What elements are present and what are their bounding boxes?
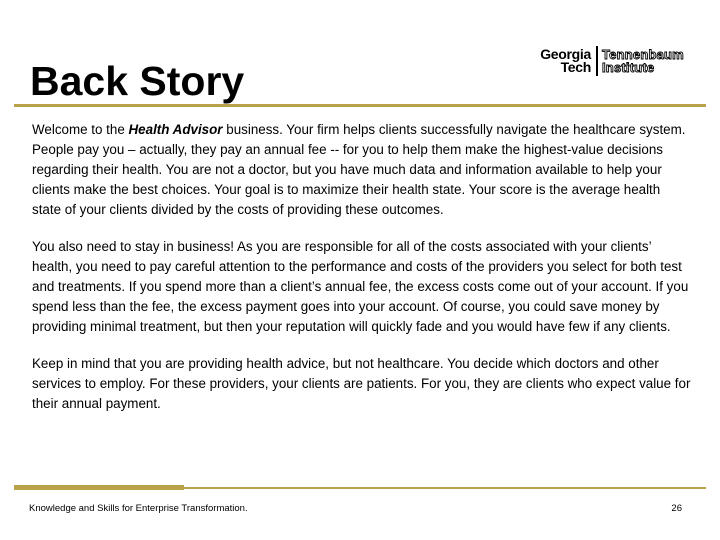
- logo-divider: [596, 46, 598, 76]
- page-number: 26: [671, 503, 682, 514]
- title-divider-rule: [14, 104, 706, 107]
- georgia-tech-tennenbaum-logo: [531, 44, 699, 78]
- paragraph-intro-lead: Welcome to the: [32, 122, 129, 137]
- logo-text-institute: Institute: [602, 60, 655, 75]
- slide-body: [32, 120, 692, 431]
- footer-divider-accent: [14, 485, 184, 490]
- paragraph-intro: [32, 120, 692, 220]
- georgia-tech-wordmark: [531, 48, 591, 74]
- slide-title: Back Story: [30, 58, 245, 104]
- tennenbaum-institute-wordmark: [602, 48, 684, 74]
- logo-text-tech: Tech: [560, 59, 591, 75]
- logo-text-georgia: Georgia: [540, 46, 591, 62]
- footer-text: Knowledge and Skills for Enterprise Transformation.: [29, 503, 248, 514]
- logo-text-tennenbaum: Tennenbaum: [602, 47, 684, 62]
- paragraph-advice: Keep in mind that you are providing health advice, but not healthcare. You decide which doctors and other services to employ. For these providers, your clients are patients. For you, they are clients who expect value for their annual payment.: [32, 356, 691, 411]
- paragraph-intro-rest: business. Your firm helps clients successfully navigate the healthcare system. People pay you – actually, they pay an annual fee -- for you to help them make the highest-value decisions regarding their health. You are not a doctor, but you have much data and information available to help your clients make the best choices. Your goal is to maximize their health state. Your score is the average health state of your clients divided by the costs of providing these outcomes.: [32, 122, 686, 217]
- paragraph-business: You also need to stay in business! As you are responsible for all of the costs associated with your clients’ health, you need to pay careful attention to the performance and costs of the providers you select for both test and treatments. If you spend more than a client’s annual fee, the excess costs come out of your account. If you spend less than the fee, the excess payment goes into your account. Of course, you could save money by providing minimal treatment, but then your reputation will quickly fade and you would have few if any clients.: [32, 239, 689, 334]
- health-advisor-emphasis: Health Advisor: [128, 122, 223, 137]
